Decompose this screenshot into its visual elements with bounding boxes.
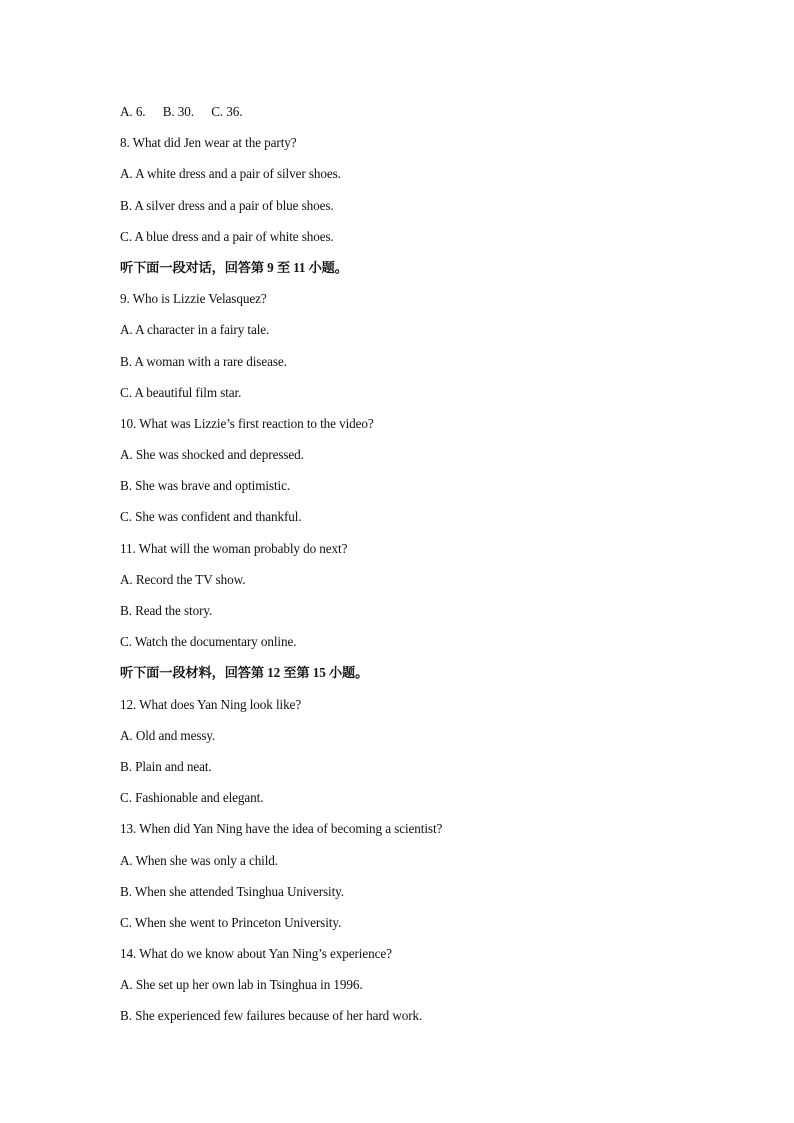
- question-8-option-c: C. A blue dress and a pair of white shoes.: [120, 228, 334, 244]
- question-12-option-c: C. Fashionable and elegant.: [120, 790, 264, 806]
- question-13-option-a: A. When she was only a child.: [120, 852, 279, 868]
- question-14-option-b: B. She experienced few failures because of her hard work.: [120, 1008, 423, 1024]
- question-12-option-a: A. Old and messy.: [120, 727, 216, 743]
- question-8-option-b: B. A silver dress and a pair of blue shoes.: [120, 197, 334, 213]
- section-heading-material: 听下面一段材料，回答第 12 至第 15 小题。: [120, 665, 369, 681]
- question-10-option-a: A. She was shocked and depressed.: [120, 447, 304, 463]
- question-9-option-c: C. A beautiful film star.: [120, 384, 242, 400]
- question-11-option-a: A. Record the TV show.: [120, 571, 246, 587]
- question-13-option-c: C. When she went to Princeton University.: [120, 914, 342, 930]
- question-9: 9. Who is Lizzie Velasquez?: [120, 291, 267, 307]
- question-11-option-c: C. Watch the documentary online.: [120, 634, 297, 650]
- question-13: 13. When did Yan Ning have the idea of becoming a scientist?: [120, 821, 443, 837]
- option-a: A. 6.: [120, 104, 146, 119]
- question-8-option-a: A. A white dress and a pair of silver shoes.: [120, 166, 341, 182]
- question-11-option-b: B. Read the story.: [120, 603, 213, 618]
- question-12: 12. What does Yan Ning look like?: [120, 696, 302, 712]
- question-12-option-b: B. Plain and neat.: [120, 758, 212, 774]
- question-10: 10. What was Lizzie’s first reaction to the video?: [120, 415, 374, 431]
- question-8: 8. What did Jen wear at the party?: [120, 135, 297, 151]
- option-b: B. 30.: [162, 104, 194, 119]
- answer-options-q7: [120, 102, 720, 133]
- question-10-option-c: C. She was confident and thankful.: [120, 509, 302, 525]
- exam-content: [120, 102, 720, 1038]
- question-9-option-a: A. A character in a fairy tale.: [120, 322, 270, 338]
- question-11: 11. What will the woman probably do next?: [120, 540, 348, 556]
- question-9-option-b: B. A woman with a rare disease.: [120, 353, 287, 369]
- question-14-option-a: A. She set up her own lab in Tsinghua in 1996.: [120, 977, 363, 993]
- question-14: 14. What do we know about Yan Ning’s experience?: [120, 946, 392, 962]
- question-10-option-b: B. She was brave and optimistic.: [120, 478, 291, 494]
- section-heading-dialogue: 听下面一段对话，回答第 9 至 11 小题。: [120, 259, 348, 275]
- question-13-option-b: B. When she attended Tsinghua University.: [120, 883, 345, 899]
- option-c: C. 36.: [211, 104, 243, 119]
